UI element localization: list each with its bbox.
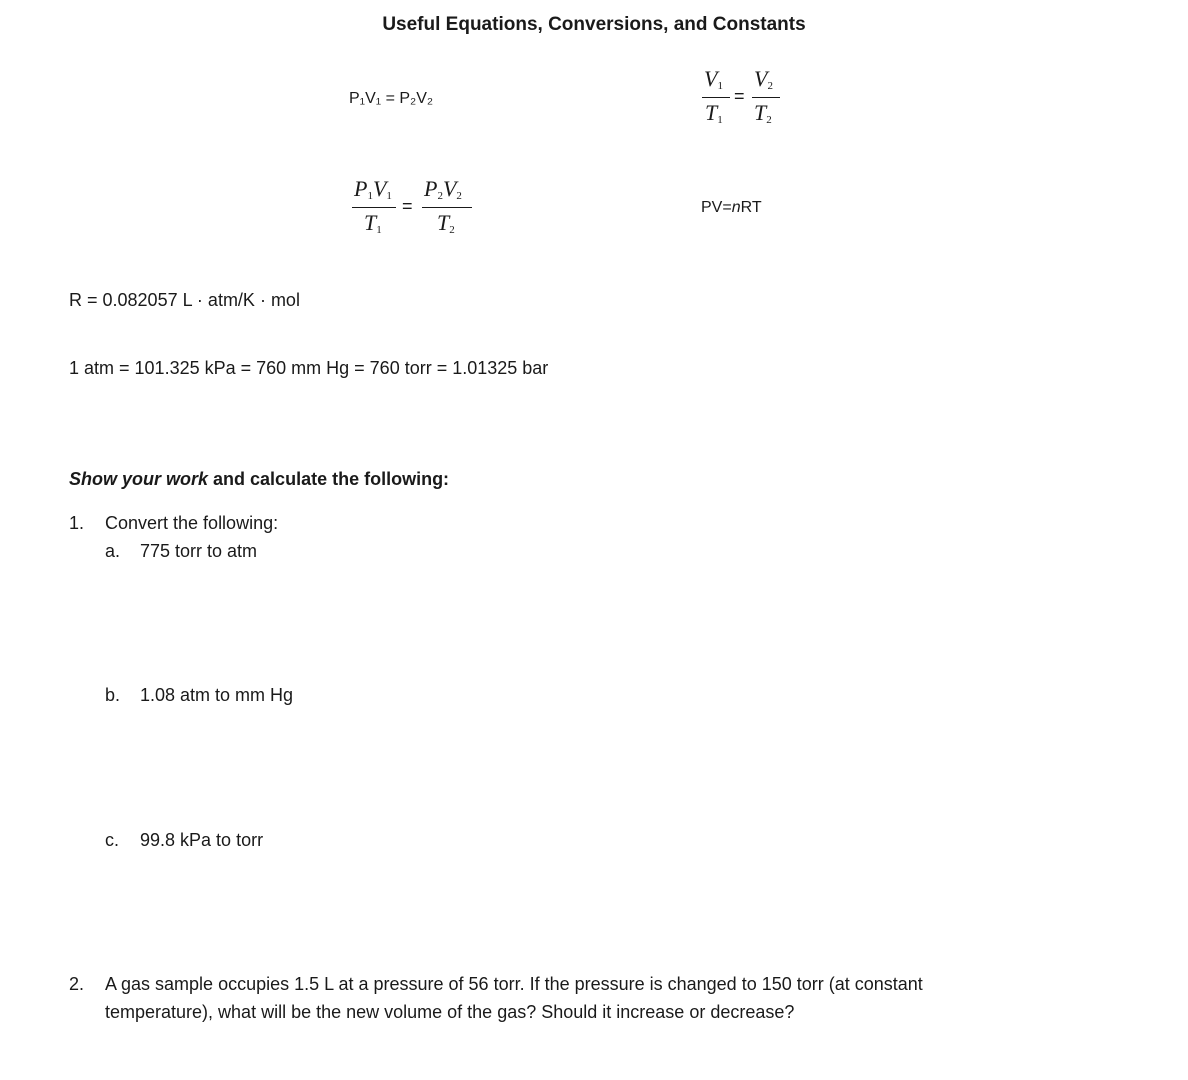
gas-constant: R = 0.082057 L · atm/K · mol (69, 290, 300, 310)
ideal-gas-law-equation: PV=nRT (701, 199, 762, 216)
question-2-line-1: A gas sample occupies 1.5 L at a pressure of 56 torr. If the pressure is changed to 150 torr (at constant (105, 974, 923, 994)
combined-bar-left (352, 207, 396, 208)
charles-num-left: $V_1$ (704, 66, 723, 92)
instructions-heading: Show your work and calculate the following: (69, 469, 450, 489)
question-1c-text: 99.8 kPa to torr (140, 830, 264, 850)
charles-den-left: $T_1$ (705, 100, 723, 126)
combined-gas-law-equation (352, 176, 482, 246)
boyle-law-equation: P₁V₁ = P₂V₂ (349, 90, 434, 107)
pressure-conversion: 1 atm = 101.325 kPa = 760 mm Hg = 760 torr = 1.01325 bar (69, 358, 549, 378)
charles-num-right: $V_2$ (754, 66, 773, 92)
question-2-number: 2. (69, 974, 85, 994)
combined-den-left: $T_1$ (364, 210, 382, 236)
question-1-number: 1. (69, 513, 85, 533)
combined-num-right: $P_2V_2$ (424, 176, 462, 202)
question-1b-letter: b. (105, 685, 121, 705)
combined-den-right: $T_2$ (437, 210, 455, 236)
charles-bar-right (752, 97, 780, 98)
charles-bar-left (702, 97, 730, 98)
question-1-text: Convert the following: (105, 513, 279, 533)
combined-equals: = (402, 196, 413, 216)
question-1a-letter: a. (105, 541, 121, 561)
question-2-line-2: temperature), what will be the new volume of the gas? Should it increase or decrease? (105, 1002, 795, 1022)
charles-den-right: $T_2$ (754, 100, 772, 126)
question-1a-text: 775 torr to atm (140, 541, 258, 561)
question-1b-text: 1.08 atm to mm Hg (140, 685, 294, 705)
page-title: Useful Equations, Conversions, and Constants (382, 14, 806, 35)
charles-equals: = (734, 86, 745, 106)
combined-num-left: $P_1V_1$ (354, 176, 392, 202)
combined-bar-right (422, 207, 472, 208)
question-1c-letter: c. (105, 830, 120, 850)
charles-law-equation (702, 66, 792, 136)
